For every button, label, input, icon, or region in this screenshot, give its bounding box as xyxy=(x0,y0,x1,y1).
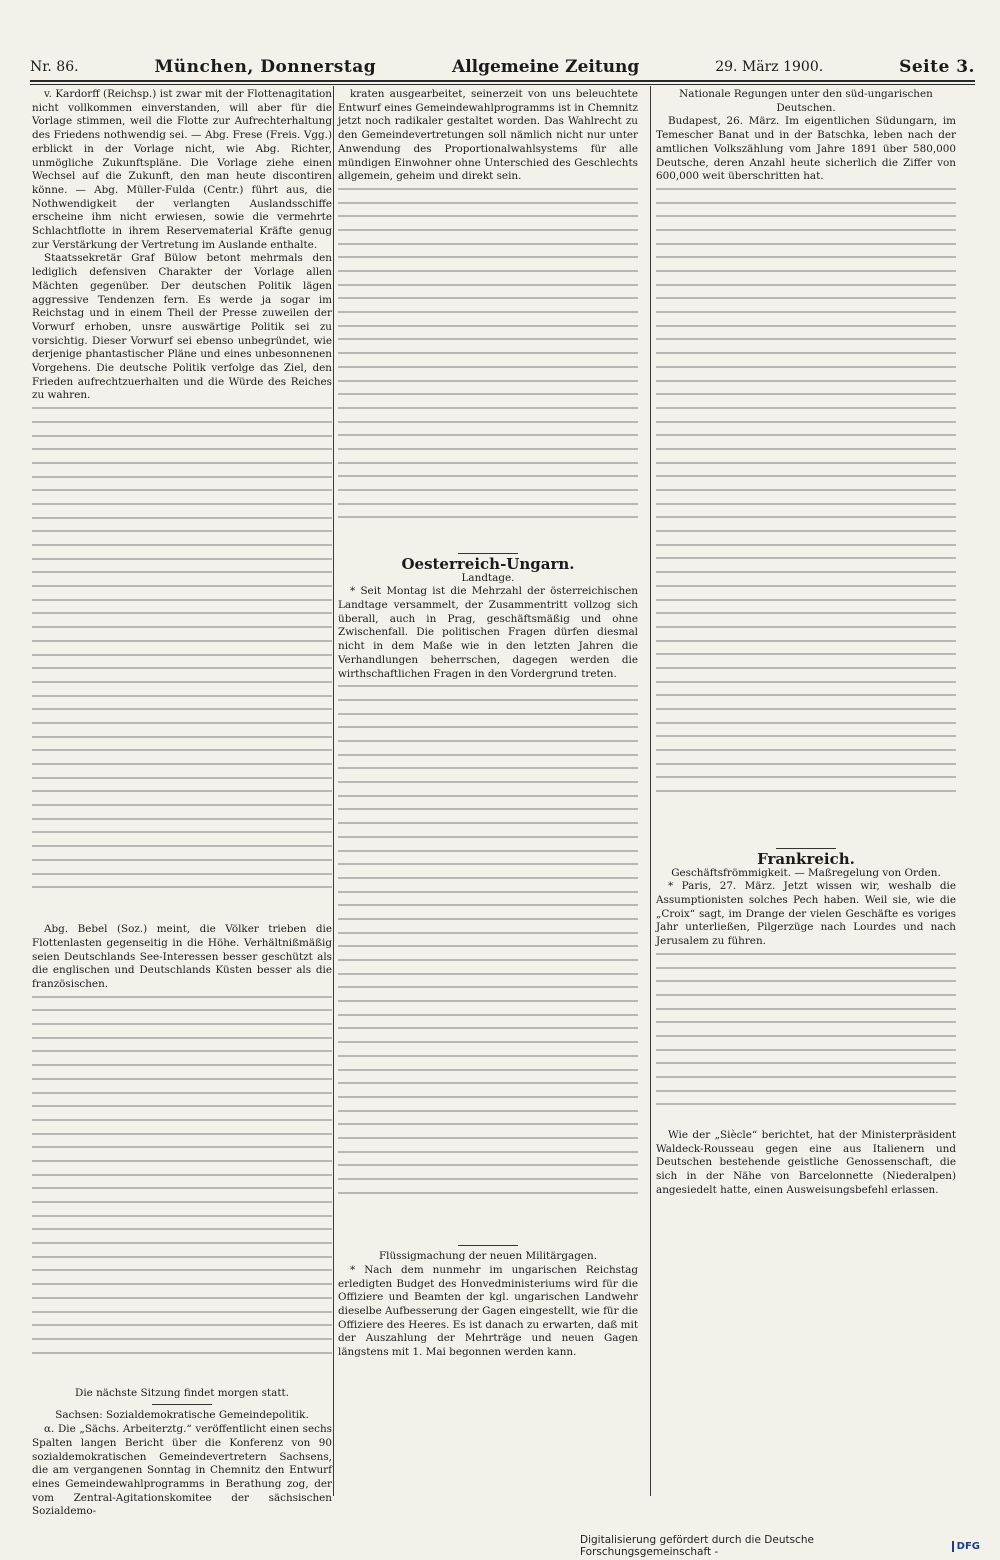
col1-closing-line: Die nächste Sitzung findet morgen statt. xyxy=(74,1386,290,1399)
subheading-militaergagen: Flüssigmachung der neuen Militärgagen. xyxy=(378,1250,598,1263)
subheading-landtage: Landtage. xyxy=(461,571,515,584)
section-heading-sachsen: Sachsen: Sozialdemokratische Gemeindepolitik. xyxy=(55,1409,309,1422)
col3-paragraph: Wie der „Siècle“ berichtet, hat der Ministerpräsident Waldeck-Rousseau gegen eine aus Italienern und Deutschen bestehende geistliche Genossenschaft, die sich in der Nähe von Barcelonnette (Niederalpen) angesiedelt hatte, einen Ausweisungsbefehl erlassen. xyxy=(656,1128,956,1196)
separator xyxy=(152,1404,212,1405)
masthead xyxy=(30,56,975,78)
column-divider-2 xyxy=(650,86,651,1496)
col3-paragraph: * Paris, 27. März. Jetzt wissen wir, weshalb die Assumptionisten solches Pech haben. Weil sie, wie die „Croix“ sagt, im Drange der vielen Geschäfte es voriges Jahr unterließen, Pilgerzüge nach Lourdes und nach Jerusalem zu führen. xyxy=(656,880,956,948)
col1-text-block xyxy=(32,992,332,1387)
col1-text-block xyxy=(32,403,332,923)
masthead-rule xyxy=(30,80,975,82)
digitization-credit xyxy=(580,1534,980,1558)
separator xyxy=(458,1245,518,1246)
col2-paragraph: kraten ausgearbeitet, seinerzeit von uns beleuchtete Entwurf eines Gemeindewahlprogramms ist in Chemnitz jetzt noch radikaler gestaltet worden. Das Wahlrecht zu den Gemeindevertretungen soll nämlich nicht nur unter Anwendung des Proportionalwahlsystems für alle mündigen Einwohner ohne Unterschied des Geschlechts allgemein, geheim und direkt sein. xyxy=(338,88,638,183)
col1-paragraph: v. Kardorff (Reichsp.) ist zwar mit der Flottenagitation nicht vollkommen einverstanden, will aber für die Vorlage stimmen, weil die Flotte zur Aufrechterhaltung des Friedens nothwendig sei. — Abg. Frese (Freis. Vgg.) erblickt in der Vorlage nicht, wie Abg. Richter, unmögliche Zukunftspläne. Die Vorlage ziehe einen Wechsel auf die Zukunft, den man heute discontiren könne. — Abg. Müller-Fulda (Centr.) führt aus, die Nothwendigkeit der verlangten Auslandsschiffe erscheine ihm nicht erwiesen, sowie die vermehrte Schlachtflotte in ihrem Reservematerial Kräfte genug zur Verstärkung der Vertretung im Auslande enthalte. xyxy=(32,88,332,251)
col2-paragraph: * Seit Montag ist die Mehrzahl der österreichischen Landtage versammelt, der Zusammentritt vollzog sich überall, auch in Prag, geschäftsmäßig und ohne Zwischenfall. Die politischen Fragen dürfen diesmal nicht in dem Maße wie in den letzten Jahren die Verhandlungen beherrschen, dagegen werden die wirthschaftlichen Fragen in den Vordergrund treten. xyxy=(338,585,638,680)
column-2 xyxy=(338,88,638,1360)
section-heading-frankreich: Frankreich. xyxy=(757,849,855,868)
subheading-geschaeftsfroemmigkeit: Geschäftsfrömmigkeit. — Maßregelung von Orden. xyxy=(671,866,941,879)
col1-paragraph: Abg. Bebel (Soz.) meint, die Völker trieben die Flottenlasten gegenseitig in die Höhe. Verhältnißmäßig seien Deutschlands See-Interessen besser geschützt als die englischen und Deutschlands Küsten besser als die französischen. xyxy=(32,923,332,990)
separator xyxy=(458,553,518,554)
col3-text-block xyxy=(656,184,956,844)
dfg-logo: DFG xyxy=(952,1541,980,1552)
subheading-nationale-regungen: Nationale Regungen unter den süd-ungarischen Deutschen. xyxy=(679,88,933,114)
column-3 xyxy=(656,88,956,1197)
col2-text-block xyxy=(338,184,638,549)
col2-paragraph: * Nach dem nunmehr im ungarischen Reichstag erledigten Budget des Honvedministeriums wird für die Offiziere und Beamten der kgl. ungarischen Landwehr dieselbe Aufbesserung der Gagen eingestellt, wie für die Offiziere des Heeres. Es ist danach zu erwarten, daß mit der Auszahlung der Mehrträge und neuen Gagen längstens mit 1. Mai begonnen werden kann. xyxy=(338,1263,639,1359)
col3-paragraph: Budapest, 26. März. Im eigentlichen Südungarn, im Temescher Banat und in der Batschka, leben nach der amtlichen Volkszählung vom Jahre 1891 über 580,000 Deutsche, deren Anzahl heute sicherlich die Ziffer von 600,000 weit überschritten hat. xyxy=(656,115,956,183)
issue-date: 29. März 1900. xyxy=(715,59,824,75)
col1-paragraph: Staatssekretär Graf Bülow betont mehrmals den lediglich defensiven Charakter der Vorlage allen Mächten gegenüber. Der deutschen Politik lägen aggressive Tendenzen fern. Es werde ja sogar im Reichstag und in einem Theil der Presse zuweilen der Vorwurf erhoben, unsre auswärtige Politik sei zu vorsichtig. Dieser Vorwurf sei ebenso unbegründet, wie derjenige phantastischer Pläne und eines unbesonnenen Vorgehens. Die deutsche Politik verfolge das Ziel, den Frieden aufrechtzuerhalten und die Würde des Reiches zu wahren. xyxy=(32,252,332,402)
separator xyxy=(776,848,836,849)
masthead-rule-thin xyxy=(30,84,975,85)
section-heading-oesterreich: Oesterreich-Ungarn. xyxy=(401,554,575,573)
col1-paragraph: α. Die „Sächs. Arbeiterztg.“ veröffentlicht einen sechs Spalten langen Bericht über die Konferenz von 90 sozialdemokratischen Gemeindevertretern Sachsens, die am vergangenen Sonntag in Chemnitz den Entwurf eines Gemeindewahlprogramms in Berathung zog, der vom Zentral-Agitationskomitee der sächsischen Sozialdemo- xyxy=(32,1423,332,1518)
newspaper-title: Allgemeine Zeitung xyxy=(452,57,640,77)
col3-text-block xyxy=(656,949,956,1129)
col2-text-block xyxy=(338,681,638,1241)
issue-number: Nr. 86. xyxy=(30,59,79,75)
column-1 xyxy=(32,88,332,1519)
page-number: Seite 3. xyxy=(899,57,975,77)
column-divider-1 xyxy=(333,86,334,1496)
credit-text: Digitalisierung gefördert durch die Deutsche Forschungsgemeinschaft - xyxy=(580,1534,814,1558)
city-day: München, Donnerstag xyxy=(154,57,377,77)
